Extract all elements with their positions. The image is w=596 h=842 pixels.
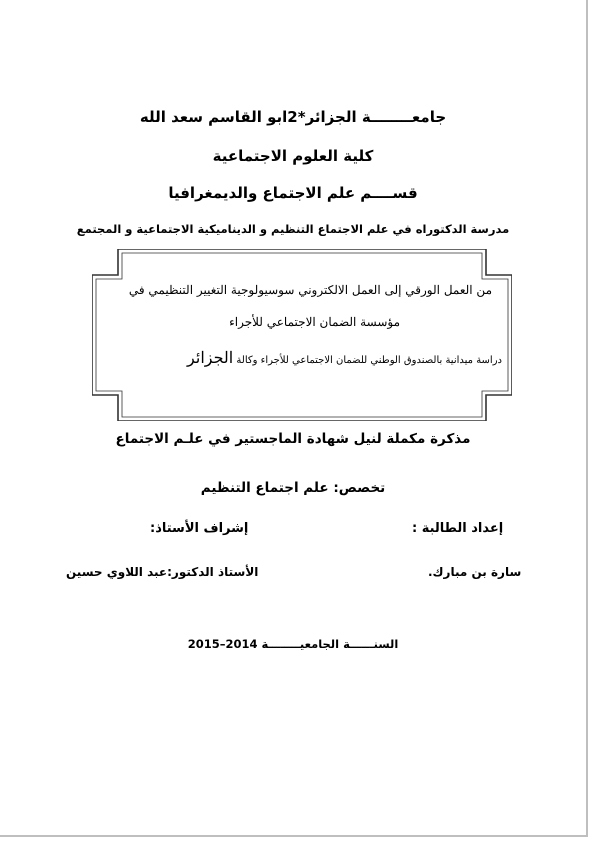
specialty: تخصص: علم اجتماع التنظيم <box>200 480 386 496</box>
thesis-title-line1: من العمل الورقي إلى العمل الالكتروني سوسيولوجية التغيير التنظيمي في <box>128 283 492 297</box>
student-label: إعداد الطالبة : <box>412 521 504 536</box>
faculty-name: كلية العلوم الاجتماعية <box>212 147 374 165</box>
student-name: سارة بن مبارك. <box>428 565 522 579</box>
thesis-subtitle <box>122 348 502 367</box>
supervisor-name: الأستاذ الدكتور:عبد اللاوي حسين <box>66 565 259 579</box>
supervisor-label: إشراف الأستاذ: <box>150 521 249 536</box>
thesis-title-line2: مؤسسة الضمان الاجتماعي للأجراء <box>229 315 400 329</box>
doctoral-school-name: مدرسة الدكتوراه في علم الاجتماع التنظيم و الديناميكية الاجتماعية و المجتمع <box>76 222 510 236</box>
department-name: قســــم علم الاجتماع والديمغرافيا <box>168 184 418 202</box>
academic-year: السنــــــة الجامعيــــــــة 2014–2015 <box>187 637 399 651</box>
memo-statement: مذكرة مكملة لنيل شهادة الماجستير في علـم الاجتماع <box>115 431 471 447</box>
thesis-title-frame <box>92 249 512 421</box>
frame-border <box>92 249 512 421</box>
thesis-subtitle-city: الجزائر <box>187 348 234 367</box>
university-name: جامعــــــــة الجزائر*2ابو القاسم سعد الله <box>139 108 447 126</box>
thesis-subtitle-main: دراسة ميدانية بالصندوق الوطني للضمان الاجتماعي للأجراء وكالة <box>236 355 502 366</box>
